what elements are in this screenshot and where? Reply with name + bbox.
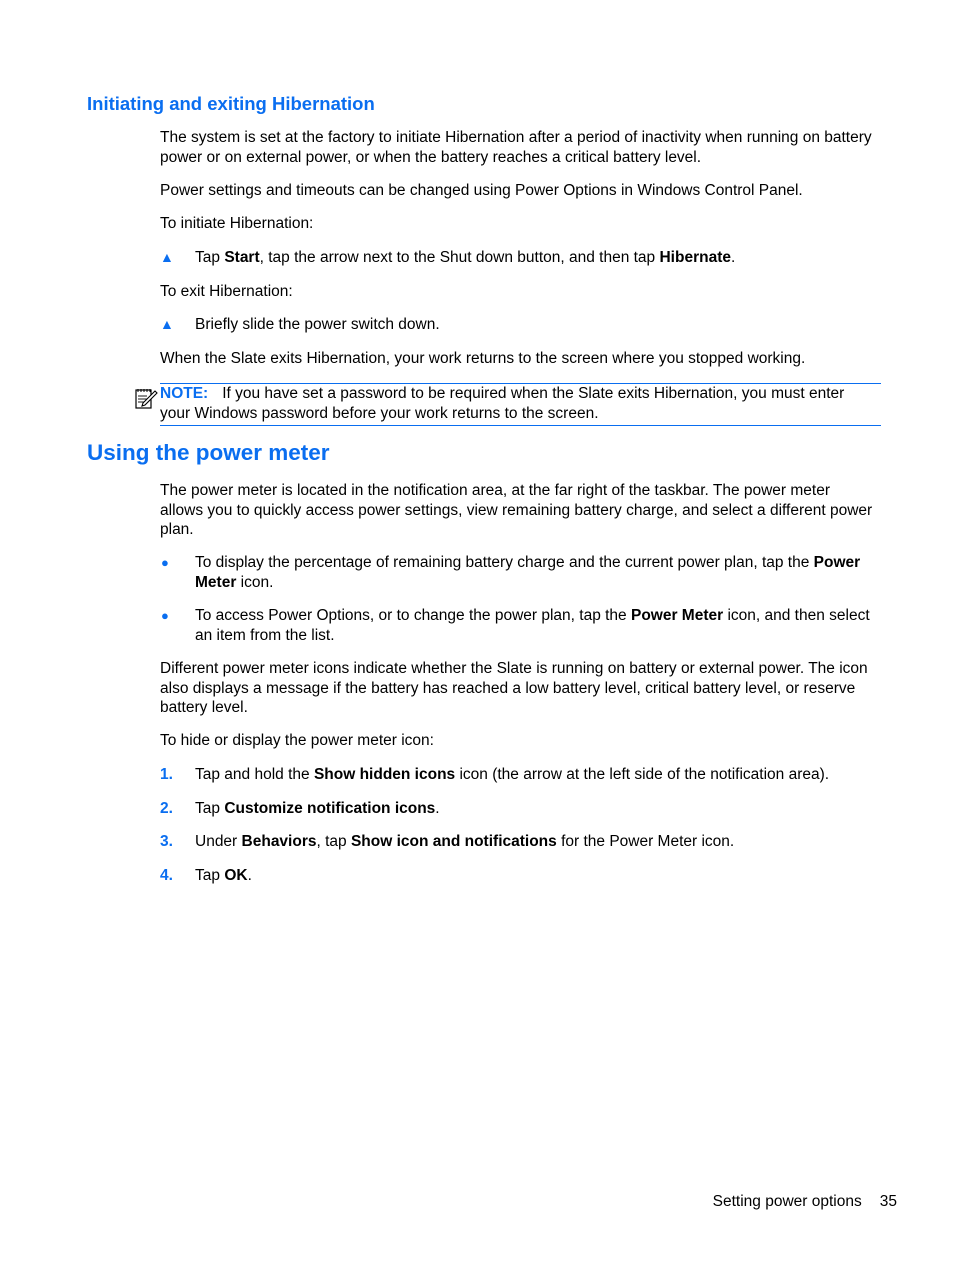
step-number: 2. <box>160 800 173 817</box>
footer-section-title: Setting power options <box>712 1193 862 1210</box>
page-footer <box>713 1192 897 1212</box>
dot-bullet-icon: ● <box>161 608 169 623</box>
step-number: 3. <box>160 833 173 850</box>
list-item-text: Under Behaviors, tap Show icon and notifications for the Power Meter icon. <box>195 833 735 850</box>
list-item-text: Tap OK. <box>195 867 252 884</box>
list-item-text: Tap Start, tap the arrow next to the Shut down button, and then tap Hibernate. <box>195 249 736 266</box>
paragraph-power-meter-icons: Different power meter icons indicate whether the Slate is running on battery or external power. The icon also displays a message if the battery has reached a low battery level, critical battery level, or reserve battery level. <box>160 660 868 716</box>
paragraph-hibernation-intro: The system is set at the factory to initiate Hibernation after a period of inactivity when running on battery power or on external power, or when the battery reaches a critical battery level. <box>160 129 872 166</box>
section-heading-hibernation: Initiating and exiting Hibernation <box>87 93 375 114</box>
step-number: 4. <box>160 867 173 884</box>
triangle-bullet-icon: ▲ <box>160 249 174 265</box>
list-item-text: Briefly slide the power switch down. <box>195 316 440 333</box>
paragraph-power-settings: Power settings and timeouts can be changed using Power Options in Windows Control Panel. <box>160 182 803 199</box>
list-item-text: To access Power Options, or to change the power plan, tap the Power Meter icon, and then select an item from the list. <box>195 607 870 644</box>
list-item-text: To display the percentage of remaining battery charge and the current power plan, tap the Power Meter icon. <box>195 554 861 591</box>
paragraph-power-meter-intro: The power meter is located in the notification area, at the far right of the taskbar. The power meter allows you to quickly access power settings, view remaining battery charge, and select a different power plan. <box>160 482 873 538</box>
list-item-text: Tap Customize notification icons. <box>195 800 440 817</box>
list-item-text: Tap and hold the Show hidden icons icon (the arrow at the left side of the notification area). <box>195 766 830 783</box>
paragraph-steps-intro: To hide or display the power meter icon: <box>160 732 434 749</box>
triangle-bullet-icon: ▲ <box>160 316 174 332</box>
note-pencil-icon <box>134 386 158 410</box>
dot-bullet-icon: ● <box>161 555 169 570</box>
section-heading-power-meter: Using the power meter <box>87 440 330 465</box>
page-number: 35 <box>879 1193 897 1210</box>
note-label: NOTE: <box>160 385 209 402</box>
paragraph-exit-result: When the Slate exits Hibernation, your work returns to the screen where you stopped working. <box>160 350 806 367</box>
paragraph-exit-intro: To exit Hibernation: <box>160 283 293 300</box>
step-number: 1. <box>160 766 173 783</box>
note-text: NOTE: If you have set a password to be required when the Slate exits Hibernation, you must enter your Windows password before your work returns to the screen. <box>160 385 845 422</box>
paragraph-initiate-intro: To initiate Hibernation: <box>160 215 314 232</box>
